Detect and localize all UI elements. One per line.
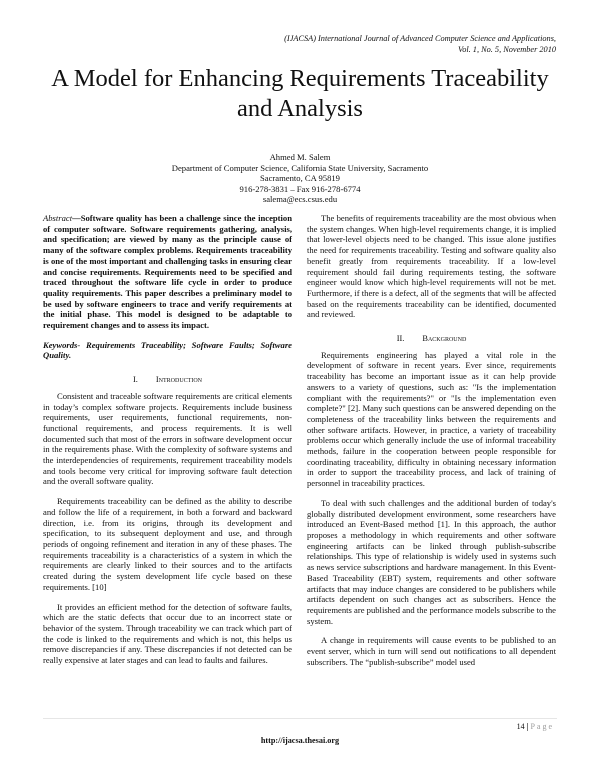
page-separator: | xyxy=(526,722,529,731)
right-column xyxy=(307,213,556,667)
title-line-2: and Analysis xyxy=(237,95,363,122)
section-title: Background xyxy=(422,334,467,344)
paragraph: A change in requirements will cause events to be published to an event server, which in turn will send out notifications to all dependent subscribers. The “publish-subscribe” model used xyxy=(307,635,556,667)
paragraph: To deal with such challenges and the additional burden of today's globally distributed development environment, some researchers have introduced an Event-Based method [1]. In this approach, the author proposes a methodology in which requirements and other software engineering artifacts can be linked through publish-subscribe relationships. This type of relationship is widely used in systems such as news service subscriptions and hardware management. In this Event-Based Traceability (EBT) system, requirements and other software artifacts that may induce changes are considered to be publishers while artifacts dependent on such changes act as subscribers. Hence the requirements are published and the performance models subscribe to the system. xyxy=(307,497,556,626)
paragraph: Requirements engineering has played a vital role in the development of software in recent years. Ever since, requirements traceability has become an important issue as it can help provide answers to a variety of questions, such as: "Is the implementation compliant with the requirements?" or "Is the implementation even complete?" [2]. Many such questions can be answered depending on the completeness of the traceability links between the requirements and other software artifacts. However, in practice, a variety of traceability problems occur which generally include the use of informal traceability methods, failure in the cooperation between people responsible for coordinating traceability, difficulty in obtaining necessary information in order to support the traceability process, and lack of training of personnel in traceability practices. xyxy=(307,349,556,489)
section-title: Introduction xyxy=(155,375,202,385)
background-paragraph-1 xyxy=(307,350,556,489)
paragraph: The benefits of requirements traceability are the most obvious when the system changes. When high-level requirements change, it is implied that lower-level objects need to be changed. This issue alone justifies the need for requirements traceability. Testing and software quality also benefit greatly from requirements traceability. If a low-level requirement should fail during requirements testing, the software engineer would know which high-level requirements will not be met. Furthermore, if there is a defect, all of the segments that will be affected based on the requirements traceability can be identified, documented and reviewed. xyxy=(307,213,556,320)
intro-paragraph-4 xyxy=(307,213,556,320)
intro-paragraph-1 xyxy=(43,391,292,487)
footer-divider xyxy=(43,718,557,719)
keywords-text: Keywords- Requirements Traceability; Software Faults; Software Quality. xyxy=(43,339,292,361)
journal-name: (IJACSA) International Journal of Advanced Computer Science and Applications, xyxy=(284,34,556,43)
author-department: Department of Computer Science, California State University, Sacramento xyxy=(171,162,429,173)
abstract xyxy=(43,213,292,331)
paragraph: It provides an efficient method for the detection of software faults, which are the static defects that occur due to an incorrect state or behavior of the system. Through traceability we can track which part of the code is linked to the requirements and which is not, this helps us remove discrepancies if any. These discrepancies if not detected can be really expensive at later stages and can lead to faults and failures. xyxy=(43,601,292,666)
author-address: Sacramento, CA 95819 xyxy=(260,173,340,184)
paragraph: Requirements traceability can be defined as the ability to describe and follow the life of a requirement, in both a forward and backward direction, i.e. from its origins, through its development and specification, to its subsequent deployment and use, and through periods of ongoing refinement and iteration in any of these phases. The requirements traceability is a characteristics of a system in which the requirements are clearly linked to their sources and to the artifacts created during the system development life cycle based on these requirements. [10] xyxy=(43,496,292,592)
paper-title xyxy=(0,64,600,124)
left-column xyxy=(43,213,292,666)
abstract-label: Abstract xyxy=(43,213,73,223)
section-number: II. xyxy=(396,334,405,344)
abstract-text: —Software quality has been a challenge since the inception of computer software. Software requirements gathering, analysis, and specification; are viewed by many as the principle cause of many of the software complex problems. Requirements traceability is one of the most important and challenging tasks in ensuring clear and concise requirements. Requirements need to be specified and traced throughout the software life cycle in order to produce quality requirements. This paper describes a preliminary model to be used by software engineers to trace and verify requirements at the initial phase. This model is designed to be adaptable to requirement changes and to assess its impact. xyxy=(43,213,292,331)
intro-paragraph-2 xyxy=(43,496,292,592)
journal-volume: Vol. 1, No. 5, November 2010 xyxy=(458,44,556,54)
footer-url[interactable]: http://ijacsa.thesai.org xyxy=(260,736,340,745)
section-number: I. xyxy=(132,375,138,385)
background-paragraph-2 xyxy=(307,498,556,626)
author-phone: 916-278-3831 – Fax 916-278-6774 xyxy=(239,183,361,194)
page-word: Page xyxy=(530,722,554,731)
page-number xyxy=(517,722,554,731)
page-number-value: 14 xyxy=(516,722,525,731)
background-paragraph-3 xyxy=(307,635,556,667)
intro-paragraph-3 xyxy=(43,602,292,666)
paragraph: Consistent and traceable software requirements are critical elements in today’s complex software projects. Requirements include business requirements, user requirements, functional requirements, non-functional requirements, and process requirements. It is well documented such that most of the errors in software development occur in the requirements phase. With the complexity of software systems and the interdependencies of requirements, requirement traceability models and tools become very critical for improving software fault detection and the overall software quality. xyxy=(43,390,292,487)
author-block xyxy=(0,152,600,205)
section-heading-background xyxy=(307,334,556,345)
author-name: Ahmed M. Salem xyxy=(269,152,331,162)
section-heading-introduction xyxy=(43,375,292,386)
journal-header xyxy=(284,34,556,55)
title-line-1: A Model for Enhancing Requirements Traceability xyxy=(51,65,549,92)
author-email: salema@ecs.csus.edu xyxy=(262,194,338,205)
keywords xyxy=(43,340,292,361)
